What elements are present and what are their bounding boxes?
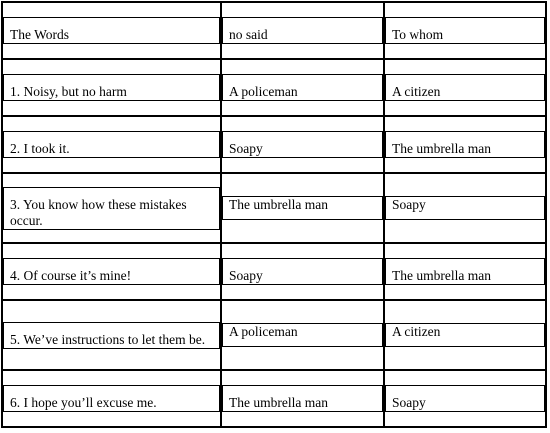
header-cell-whom [384,2,546,59]
whom-cell [384,243,546,300]
whom-cell [384,370,546,427]
said-text: The umbrella man [229,395,328,410]
said-text: A policeman [229,324,298,339]
whom-text: The umbrella man [392,141,491,156]
header-cell-words [2,2,221,59]
words-text: 1. Noisy, but no harm [10,84,127,99]
said-text: Soapy [229,268,263,283]
words-cell [2,173,221,243]
words-cell [2,59,221,116]
whom-text: The umbrella man [392,268,491,283]
said-cell [221,116,384,173]
table-row [2,173,546,243]
header-cell-said [221,2,384,59]
said-text: A policeman [229,84,298,99]
said-cell [221,300,384,370]
said-cell [221,173,384,243]
whom-cell [384,116,546,173]
words-cell [2,370,221,427]
said-text: Soapy [229,141,263,156]
header-whom-label: To whom [392,27,444,42]
said-text: The umbrella man [229,197,328,212]
table-row [2,116,546,173]
words-text: 2. I took it. [10,141,70,156]
said-cell [221,243,384,300]
whom-text: Soapy [392,395,426,410]
whom-text: Soapy [392,197,426,212]
whom-text: A citizen [392,84,441,99]
whom-cell [384,173,546,243]
table-row [2,300,546,370]
whom-cell [384,59,546,116]
header-words-label: The Words [10,27,70,42]
table-row [2,370,546,427]
words-text: 3. You know how these mistakes occur. [10,196,187,228]
words-text: 6. I hope you’ll excuse me. [10,395,157,410]
table-row [2,59,546,116]
said-cell [221,59,384,116]
whom-text: A citizen [392,324,441,339]
words-cell [2,300,221,370]
table-header-row [2,2,546,59]
whom-cell [384,300,546,370]
words-cell [2,116,221,173]
words-table [1,1,547,428]
words-cell [2,243,221,300]
words-text: 4. Of course it’s mine! [10,268,132,283]
header-said-label: no said [229,27,268,42]
table-row [2,243,546,300]
said-cell [221,370,384,427]
words-text: 5. We’ve instructions to let them be. [10,331,206,347]
